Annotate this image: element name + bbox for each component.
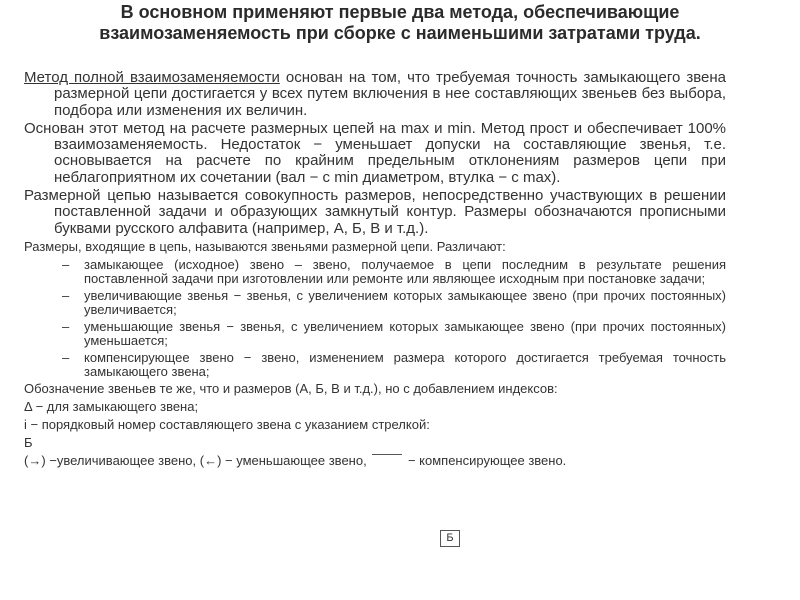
slide-title [40, 2, 760, 44]
notation-arrows [24, 454, 726, 468]
paragraph-dimension-chain-definition: Размерной цепью называется совокупность размеров, непосредственно участвующих в решении поставленной задачи и образующих замкнутый контур. Размеры обозначаются прописными буквами русского алфавита (например, А, Б, В и т.д.). [24, 187, 726, 237]
paragraph-method-basis: Основан этот метод на расчете размерных цепей на max и min. Метод прост и обеспечивает 100% взаимозаменяемость. Недостаток − уменьшает допуски на составляющие звенья, т.е. основывается на расчете по крайним предельным отклонениям размеров цепи при неблагоприятном их сочетании (вал − с min диаметром, втулка − с max). [24, 119, 726, 186]
link-type-compensating: компенсирующее звено − звено, изменением размера которого достигается требуемая точность замыкающего звена; [84, 349, 726, 379]
notation-arrows-part-1: (→) −увеличивающее звено, (←) − уменьшающее звено, [24, 452, 367, 468]
dash-bullet: – [62, 349, 70, 365]
overline-symbol [372, 454, 402, 465]
dash-bullet: – [62, 256, 70, 272]
list-item [24, 289, 726, 317]
title-line-1: В основном применяют первые два метода, обеспечивающие [120, 2, 680, 22]
paragraph-full-interchangeability [24, 70, 726, 119]
link-type-closing: замыкающее (исходное) звено – звено, получаемое в цепи последним в результате решения поставленной задачи при изготовлении или ремонте или являющее исходным при постановке задачи; [84, 256, 726, 286]
notation-index: i − порядковый номер составляющего звена с указанием стрелкой: [24, 416, 430, 432]
link-type-decreasing: уменьшающие звенья − звенья, с увеличением которых замыкающее звено (при прочих постоянных) уменьшается; [84, 318, 726, 348]
paragraph-1-text: основан на том, что требуемая точность замыкающего звена размерной цепи достигается у всех путем включения в нее составляющих звеньев без выбора, подбора или изменения их величин. [54, 69, 726, 119]
slide-body [24, 70, 726, 472]
list-item [24, 258, 726, 286]
list-item [24, 320, 726, 348]
notation-arrows-part-2: − компенсирующее звено. [407, 452, 567, 468]
links-intro: Размеры, входящие в цепь, называются звеньями размерной цепи. Различают: [24, 238, 506, 254]
list-item [24, 351, 726, 379]
link-types-list [24, 258, 726, 379]
term-full-interchangeability: Метод полной взаимозаменяемости [24, 69, 280, 86]
dash-bullet: – [62, 318, 70, 334]
title-line-2: взаимозаменяемость при сборке с наименьшими затратами труда. [99, 23, 701, 43]
notation-delta: Δ − для замыкающего звена; [24, 398, 199, 414]
dash-bullet: – [62, 287, 70, 303]
notation-letter: Б [24, 434, 33, 450]
link-type-increasing: увеличивающие звенья − звенья, с увеличением которых замыкающее звено (при прочих постоянных) увеличивается; [84, 287, 726, 317]
notation-intro: Обозначение звеньев те же, что и размеров (А, Б, В и т.д.), но с добавлением индексов: [24, 380, 558, 396]
boxed-letter-symbol: Б [440, 530, 460, 547]
